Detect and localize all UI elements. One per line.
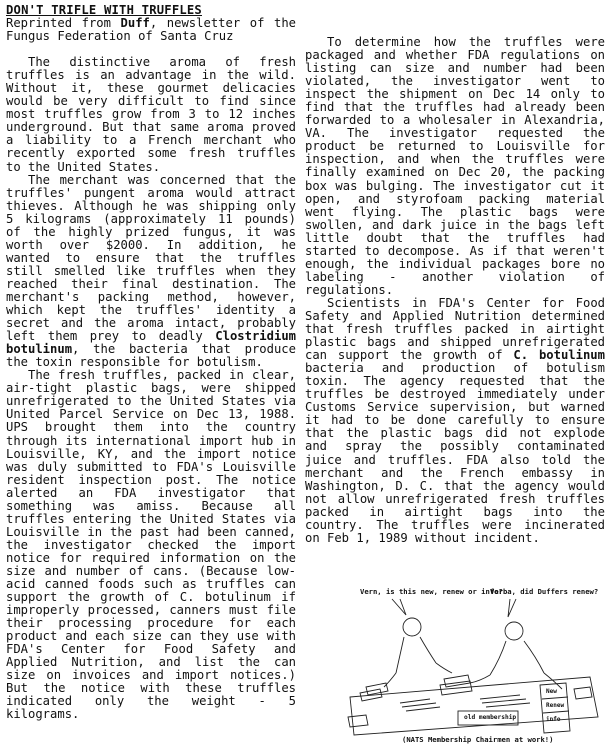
paragraph-1: The distinctive aroma of fresh truffles is an advantage in the wild. Without it, these gourmet delicacies would be very difficult to find since most truffles grow from 3 to 12 inches underground. But that same aroma proved a liability to a French merchant who recently exported some fresh truffles to the United States. [6, 55, 296, 174]
paragraph-2-end: , the bacteria that produce the toxin responsible for botulism. [6, 342, 296, 370]
paragraph-5-start: Scientists in FDA's Center for Food Safety and Applied Nutrition determined that fresh truffles packed in airtight plastic bags and shipped unrefrigerated can support the growth of [305, 295, 605, 363]
cartoon-caption: (NATS Membership Chairmen at work!) [402, 735, 554, 744]
source-credit [6, 17, 296, 43]
right-column [305, 4, 605, 545]
organism-name: Clostridium botulinum [6, 329, 296, 357]
figure-right-body [490, 641, 544, 675]
paragraph-2-start: The merchant was concerned that the truffles' pungent aroma would attract thieves. Although he was shipping only 5 kilograms (approximately 11 pounds) of the highly prized fungus, it was worth over $2000. In addition, he wanted to ensure that the truffles still smelled like truffles when they reached their final destination. The merchant's packing method, however, which kept the truffles' identity a secret and the aroma intact, probably left them prey to deadly [6, 172, 296, 344]
paragraph-2 [6, 174, 296, 370]
stack-label-renew: Renew [546, 702, 565, 709]
speech-bubble-right: Verba, did Duffers renew? [490, 587, 599, 596]
membership-cartoon [340, 585, 604, 747]
paragraph-5 [305, 297, 605, 545]
speech-bubble-left: Vern, is this new, renew or info? [360, 587, 503, 596]
paper-pile-center [440, 675, 472, 695]
paper-pile-left [360, 683, 388, 701]
source-post: , newsletter of the Fungus Federation of Santa Cruz [6, 16, 296, 44]
paragraph-3: The fresh truffles, packed in clear, air-tight plastic bags, were shipped unrefrigerated to the United States via United Parcel Service on Dec 13, 1988. UPS brought them into the country through its international import hub in Louisville, KY, and the import notice was duly submitted to FDA's Louisville resident inspection post. The notice alerted an FDA investigator that something was amiss. Because all truffles entering the United States via Louisville in the past had been canned, the investigator checked the import notice for required information on the size and number of cans. (Because low-acid canned foods such as truffles can support the growth of C. botulinum if improperly processed, canners must file their processing procedure for each product and each size can they use with FDA's Center for Food Safety and Applied Nutrition, and list the can size on invoices and import notices.) But the notice with these truffles indicated only the weight - 5 kilograms. [6, 368, 296, 722]
speech-tail-left [392, 599, 406, 615]
paragraph-5-end: bacteria and production of botulism toxin. The agency requested that the truffles be destroyed immediately under Customs Service supervision, but warned it had to be done carefully to ensure that the plastic bags did not explode and spray the possibly contaminated juice and truffles. FDA also told the merchant and the French embassy in Washington, D. C. that the agency would not allow unrefrigerated fresh truffles packed in airtight bags into the country. The truffles were incinerated on Feb 1, 1989 without incident. [305, 361, 605, 545]
source-pre: Reprinted from [6, 16, 121, 31]
paragraph-4: To determine how the truffles were packaged and whether FDA regulations on listing can size and number had been violated, the investigator went to inspect the shipment on Dec 14 only to find that the truffles had already been forwarded to a wholesaler in Alexandria, VA. The investigator requested the product be returned to Louisville for inspection, and when the truffles were finally examined on Dec 20, the packing box was bulging. The investigator cut it open, and styrofoam packing material went flying. The plastic bags were swollen, and dark juice in the bags left little doubt that the truffles had started to decompose. As if that weren't enough, the individual packages bore no labeling - another violation of regulations. [305, 35, 605, 297]
article-title: DON'T TRIFLE WITH TRUFFLES [6, 3, 202, 17]
figure-right-head [505, 622, 523, 640]
stack-label-new: New [546, 688, 557, 695]
figure-left-head [403, 618, 421, 636]
stack-label-info: info [546, 716, 561, 723]
left-column [6, 4, 296, 722]
box-label: old membership [464, 714, 517, 721]
cartoon-drawing [340, 585, 604, 747]
figure-left-body [396, 637, 436, 673]
speech-tail-right [508, 599, 516, 617]
source-publication: Duff [120, 16, 150, 31]
organism-abbrev: C. botulinum [513, 348, 605, 363]
